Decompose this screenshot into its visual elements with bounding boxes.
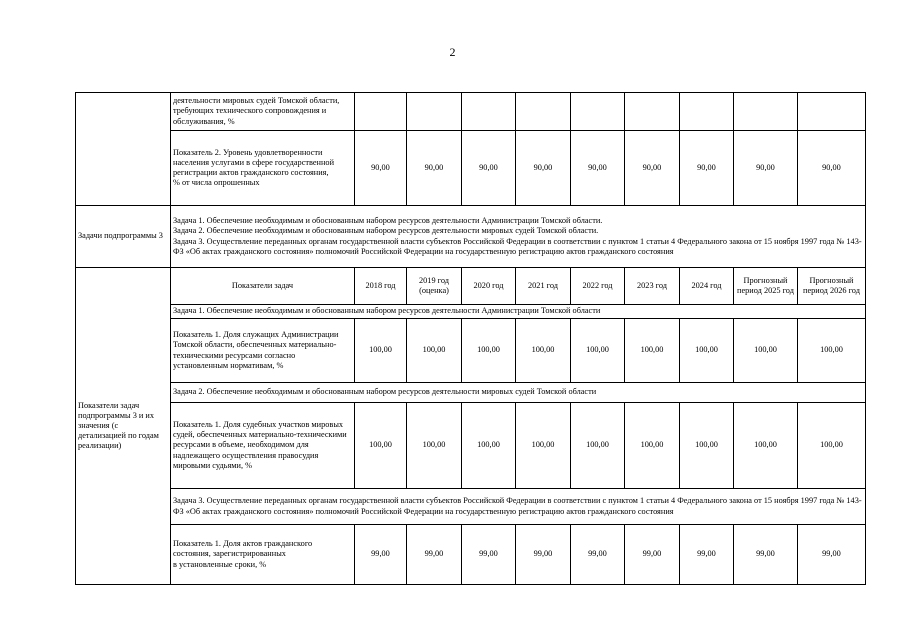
indicator-label: Показатель 1. Доля актов гражданского состояния, зарегистрированных в установленные сроки, % [171, 525, 355, 585]
task-line: Задача 2. Обеспечение необходимым и обоснованным набором ресурсов деятельности мировых судей Томской области. [173, 226, 599, 236]
task-title-row [76, 305, 866, 319]
value-cell: 100,00 [516, 403, 571, 489]
header-row [76, 268, 866, 305]
col-header: 2024 год [680, 268, 734, 305]
task-line: Задача 1. Обеспечение необходимым и обоснованным набором ресурсов деятельности Администрации Томской области. [173, 216, 603, 226]
value-cell: 100,00 [462, 403, 516, 489]
col-header: Прогнозный период 2026 год [798, 268, 866, 305]
indicator-label: Показатель 2. Уровень удовлетворенности населения услугами в сфере государственной регистрации актов гражданского состояния, % от числа опрошенных [171, 131, 355, 206]
col-header: Показатели задач [171, 268, 355, 305]
value-cell: 100,00 [355, 319, 407, 383]
value-cell: 100,00 [798, 319, 866, 383]
value-cell: 100,00 [625, 319, 680, 383]
empty-cell [76, 93, 171, 206]
value-cell: 90,00 [680, 131, 734, 206]
page-number: 2 [449, 45, 456, 59]
value-cell: 90,00 [355, 131, 407, 206]
value-cell: 99,00 [516, 525, 571, 585]
value-cell: 100,00 [516, 319, 571, 383]
value-cell: 100,00 [407, 403, 462, 489]
indicator-label: деятельности мировых судей Томской области, требующих технического сопровождения и обслуживания, % [171, 93, 355, 131]
value-cell: 100,00 [407, 319, 462, 383]
value-cell: 90,00 [625, 131, 680, 206]
task-title: Задача 3. Осуществление переданных органам государственной власти субъектов Российской Федерации в соответствии с пунктом 1 статьи 4 Федерального закона от 15 ноября 1997 года № 143-ФЗ «Об актах гражданского состояния» полномочий Российской Федерации на государственную регистрацию актов гражданского состояния [171, 489, 866, 525]
subprogram-table [75, 92, 866, 585]
value-cell: 100,00 [798, 403, 866, 489]
value-cell: 90,00 [798, 131, 866, 206]
value-cell: 90,00 [734, 131, 798, 206]
value-cell: 99,00 [625, 525, 680, 585]
table-row [76, 206, 866, 268]
value-cell: 100,00 [680, 403, 734, 489]
value-cell: 99,00 [407, 525, 462, 585]
value-cell: 100,00 [680, 319, 734, 383]
value-cell: 100,00 [734, 403, 798, 489]
indicator-label: Показатель 1. Доля служащих Администрации Томской области, обеспеченных материально-техническими ресурсами согласно установленным нормативам, % [171, 319, 355, 383]
value-cell: 90,00 [462, 131, 516, 206]
value-cell: 90,00 [571, 131, 625, 206]
value-cell: 100,00 [571, 319, 625, 383]
task-title: Задача 1. Обеспечение необходимым и обоснованным набором ресурсов деятельности Администрации Томской области [171, 305, 866, 319]
value-cell: 100,00 [355, 403, 407, 489]
col-header: Прогнозный период 2025 год [734, 268, 798, 305]
col-header: 2018 год [355, 268, 407, 305]
table-row [76, 403, 866, 489]
value-cell: 90,00 [407, 131, 462, 206]
value-cell: 99,00 [798, 525, 866, 585]
col-header: 2022 год [571, 268, 625, 305]
value-cell: 99,00 [462, 525, 516, 585]
task-title: Задача 2. Обеспечение необходимым и обоснованным набором ресурсов деятельности мировых судей Томской области [171, 383, 866, 403]
tasks-list [171, 206, 866, 268]
value-cell: 99,00 [355, 525, 407, 585]
value-cell: 90,00 [516, 131, 571, 206]
value-cell: 99,00 [680, 525, 734, 585]
value-cell: 100,00 [571, 403, 625, 489]
value-cell: 100,00 [734, 319, 798, 383]
task-line: Задача 3. Осуществление переданных органам государственной власти субъектов Российской Федерации в соответствии с пунктом 1 статьи 4 Федерального закона от 15 ноября 1997 года № 143-ФЗ «Об актах гражданского состояния» полномочий Российской Федерации на государственную регистрацию актов гражданского состояния [173, 236, 862, 256]
table-row [76, 93, 866, 131]
col-header: 2023 год [625, 268, 680, 305]
table-row [76, 319, 866, 383]
indicator-label: Показатель 1. Доля судебных участков мировых судей, обеспеченных материально-техническими ресурсами в объеме, необходимом для надлежащего осуществления правосудия мировыми судьями, % [171, 403, 355, 489]
task-title-row [76, 383, 866, 403]
col-header: 2019 год (оценка) [407, 268, 462, 305]
table-row [76, 131, 866, 206]
value-cell: 99,00 [571, 525, 625, 585]
value-cell: 99,00 [734, 525, 798, 585]
table-row [76, 525, 866, 585]
value-cell: 100,00 [625, 403, 680, 489]
tasks-label: Задачи подпрограммы 3 [76, 206, 171, 268]
value-cell: 100,00 [462, 319, 516, 383]
col-header: 2021 год [516, 268, 571, 305]
indicators-label: Показатели задач подпрограммы 3 и их значения (с детализацией по годам реализации) [76, 268, 171, 585]
task-title-row [76, 489, 866, 525]
col-header: 2020 год [462, 268, 516, 305]
